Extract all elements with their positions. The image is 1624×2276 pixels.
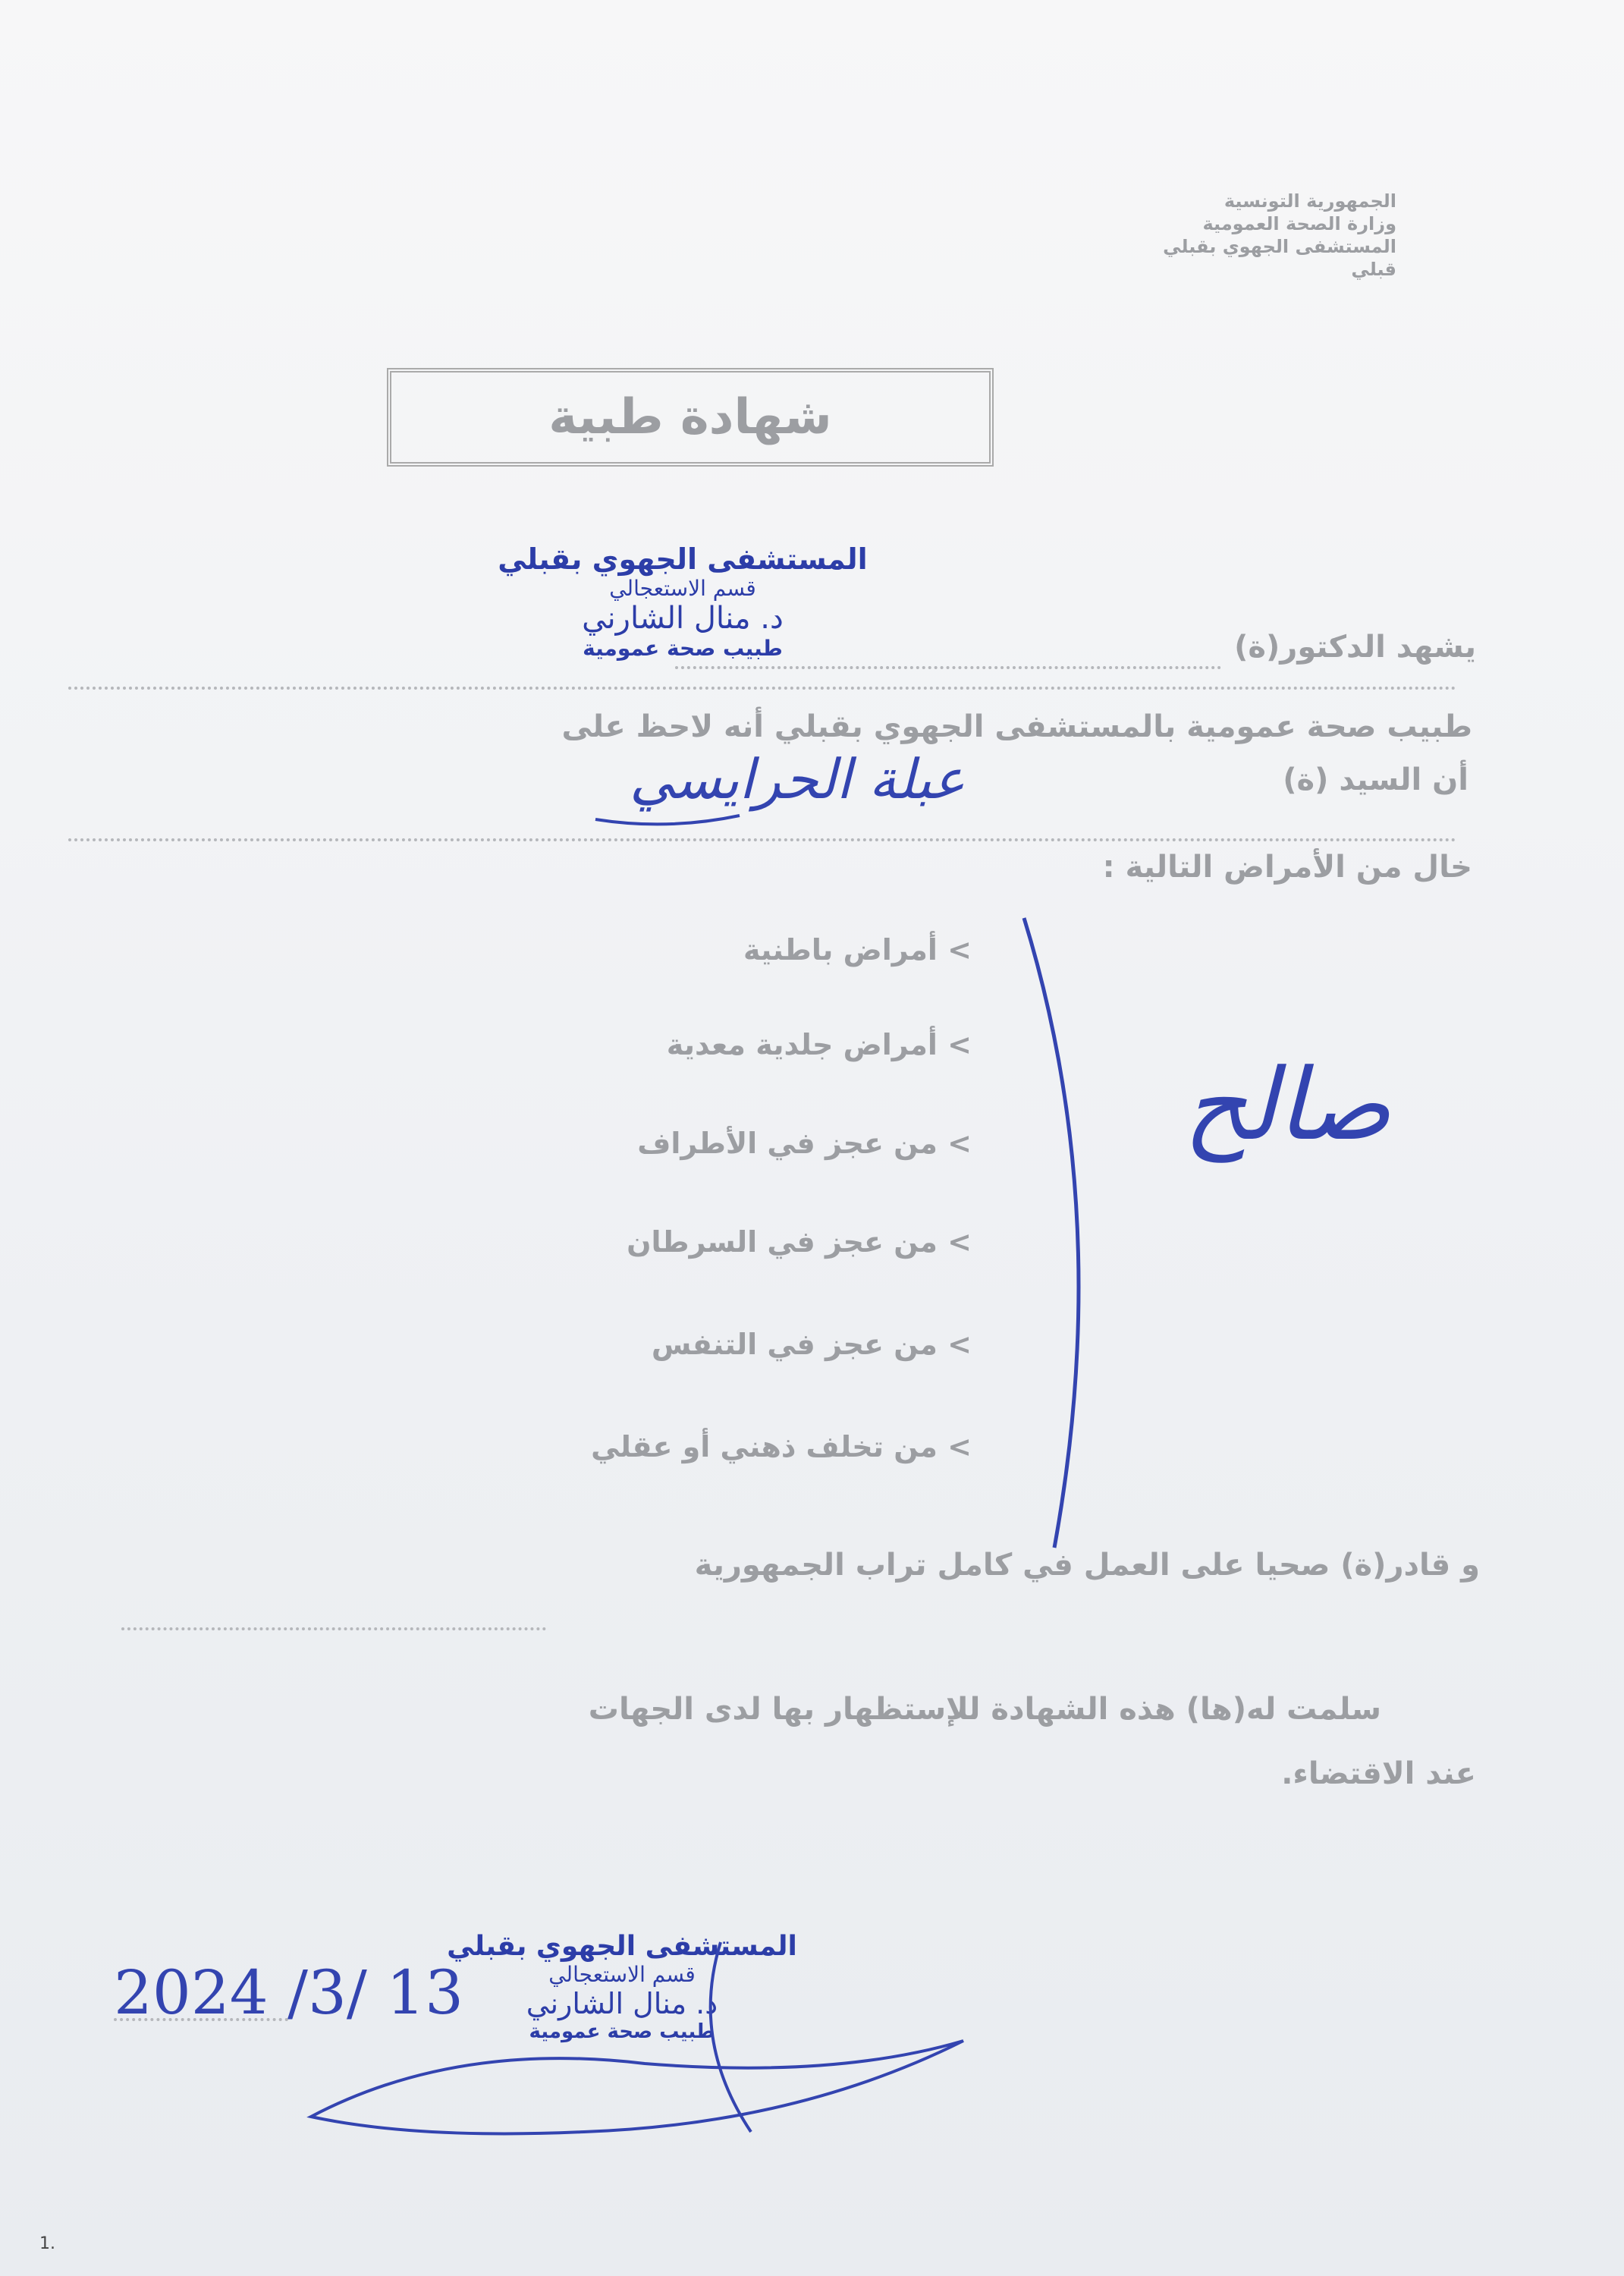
corner-mark: 1.: [39, 2234, 55, 2253]
stamp-hospital: المستشفى الجهوي بقبلي: [498, 542, 868, 576]
doctor-signature: [265, 1927, 986, 2155]
handwritten-underline: [592, 804, 743, 835]
certify-line: يشهد الدكتور(ة): [1234, 630, 1476, 665]
stamp-department: قسم الاستعجالي: [548, 1962, 696, 1987]
fill-in-dotted-line: [114, 2018, 288, 2021]
stamp-doctor-title: طبيب صحة عمومية: [529, 2020, 715, 2043]
condition-item: > من عجز في الأطراف: [637, 1127, 972, 1160]
fitness-line: و قادر(ة) صحيا على العمل في كامل تراب الجمهورية: [694, 1548, 1480, 1583]
condition-item: > أمراض باطنية: [743, 933, 972, 967]
doctor-stamp-top: [485, 542, 880, 661]
fill-in-dotted-line: [675, 666, 1221, 669]
condition-item: > من تخلف ذهني أو عقلي: [591, 1430, 972, 1463]
stamp-hospital: المستشفى الجهوي بقبلي: [447, 1931, 797, 1962]
condition-item: > أمراض جلدية معدية: [666, 1028, 972, 1061]
fill-in-dotted-line: [68, 838, 1456, 841]
patient-line: أن السيد (ة): [1283, 762, 1469, 797]
stamp-doctor-name: د. منال الشارني: [526, 1987, 718, 2020]
fill-in-dotted-line: [68, 687, 1456, 690]
document-title: شهادة طبية: [387, 368, 994, 467]
header-line: الجمهورية التونسية: [1223, 190, 1396, 212]
document-header: [1123, 190, 1396, 281]
stamp-doctor-name: د. منال الشارني: [582, 601, 784, 636]
doctor-line: طبيب صحة عمومية بالمستشفى الجهوي بقبلي أنه لاحظ على: [561, 709, 1472, 744]
handwritten-patient-name: عبلة الحرايسي: [630, 747, 966, 811]
condition-item: > من عجز في التنفس: [651, 1328, 972, 1361]
stamp-doctor-title: طبيب صحة عمومية: [583, 636, 783, 661]
header-line: المستشفى الجهوي بقبلي: [1163, 236, 1396, 257]
header-line: قبلي: [1351, 259, 1396, 280]
handwritten-bracket: [1009, 910, 1130, 1555]
header-line: وزارة الصحة العمومية: [1202, 213, 1396, 234]
handwritten-date: 2024 /3/ 13: [114, 1957, 464, 2028]
conditions-intro: خال من الأمراض التالية :: [1102, 850, 1472, 885]
issued-line: سلمت له(ها) هذه الشهادة للإستظهار بها لدى الجهات: [588, 1692, 1381, 1727]
condition-item: > من عجز في السرطان: [627, 1225, 972, 1259]
fill-in-dotted-line: [121, 1627, 546, 1630]
stamp-department: قسم الاستعجالي: [609, 576, 756, 601]
handwritten-fit-label: صالح: [1183, 1047, 1391, 1162]
closing-line: عند الاقتضاء.: [1281, 1756, 1476, 1791]
